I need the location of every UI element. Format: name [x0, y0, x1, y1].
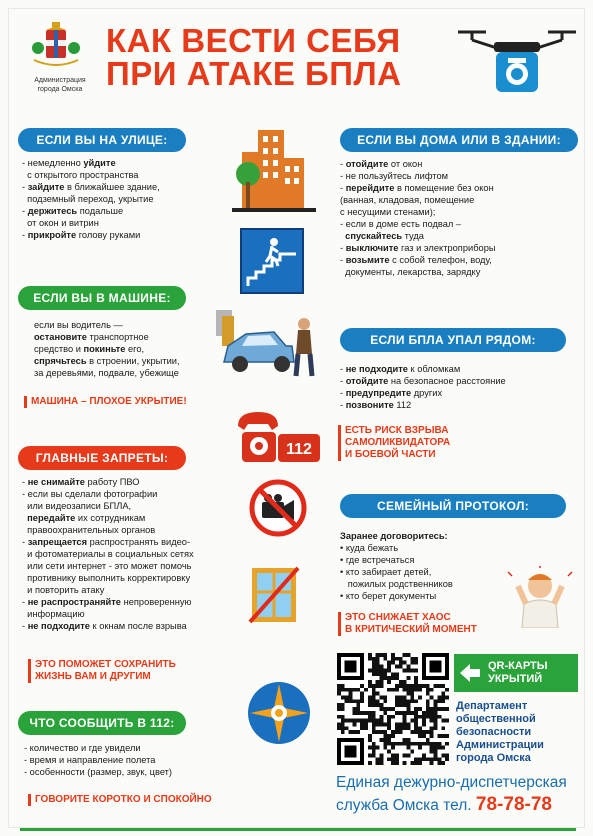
- admin-line-1: Администрация: [34, 77, 86, 84]
- instruction-line: [22, 536, 242, 548]
- report-warning: ГОВОРИТЕ КОРОТКО И СПОКОЙНО: [28, 794, 248, 806]
- home-instructions: [340, 158, 580, 278]
- bottom-accent-bar: [20, 828, 576, 831]
- shelter-maps-qr-button[interactable]: [454, 654, 578, 692]
- shelter-map-qr-code[interactable]: [337, 653, 449, 765]
- qr-button-label: [488, 660, 548, 686]
- instruction-keyword: отойдите: [345, 376, 389, 386]
- instruction-line: • кто забирает детей,: [340, 567, 432, 577]
- phone-112-icon: [234, 402, 322, 468]
- dept-line-5: города Омска: [456, 752, 531, 764]
- instruction-line: [22, 217, 222, 229]
- qr-button-line-1: QR-КАРТЫ: [488, 660, 548, 672]
- instruction-keyword: спрячьтесь: [34, 356, 87, 366]
- instruction-text: голову руками: [76, 230, 141, 240]
- family-intro: Заранее договоритесь:: [340, 531, 448, 541]
- instruction-line: [34, 367, 224, 379]
- instruction-line: [340, 158, 580, 170]
- car-with-driver-icon: [212, 306, 330, 378]
- instruction-line: • где встречаться: [340, 555, 415, 565]
- instruction-keyword: спускайтесь: [345, 231, 403, 241]
- instruction-keyword: покиньте: [83, 344, 126, 354]
- bans-warning: [28, 659, 228, 683]
- instruction-text: туда: [402, 231, 424, 241]
- instruction-line: [22, 181, 222, 193]
- instruction-text: -: [340, 388, 346, 398]
- instruction-text: документы, лекарства, зарядку: [340, 267, 481, 277]
- instruction-line: [22, 157, 222, 169]
- drone-camera-icon: [452, 18, 582, 98]
- underground-passage-sign-icon: [240, 228, 304, 294]
- instruction-keyword: зайдите: [27, 182, 65, 192]
- instruction-text: к обломкам: [407, 364, 461, 374]
- dept-line-3: безопасности: [456, 726, 532, 738]
- dept-line-2: общественной: [456, 713, 536, 725]
- omsk-coat-of-arms-icon: [28, 22, 84, 74]
- instruction-text: в ближайшее здание,: [64, 182, 160, 192]
- instruction-line: [34, 319, 224, 331]
- instruction-text: -: [340, 159, 346, 169]
- instruction-text: к окнам после взрыва: [89, 621, 187, 631]
- instruction-keyword: прикройте: [27, 230, 77, 240]
- instruction-text: -: [22, 477, 28, 487]
- instruction-line: [340, 399, 580, 411]
- instruction-keyword: не подходите: [345, 364, 408, 374]
- instruction-line: • куда бежать: [340, 543, 399, 553]
- instruction-text: других: [411, 388, 443, 398]
- instruction-keyword: предупредите: [345, 388, 412, 398]
- instruction-keyword: выключите: [345, 243, 399, 253]
- duty-line-1: Единая дежурно-диспетчерская: [336, 774, 567, 791]
- instruction-text: подземный переход, укрытие: [22, 194, 154, 204]
- bans-warning-line-2: ЖИЗНЬ ВАМ И ДРУГИМ: [35, 671, 151, 682]
- instruction-text: - немедленно: [22, 158, 84, 168]
- instruction-line: [340, 230, 580, 242]
- instruction-keyword: уйдите: [83, 158, 116, 168]
- instruction-line: • кто берет документы: [340, 591, 437, 601]
- instruction-line: [22, 229, 222, 241]
- instruction-text: -: [22, 597, 28, 607]
- instruction-line: [22, 548, 242, 560]
- instruction-line: [340, 254, 580, 266]
- admin-line-2: города Омска: [37, 86, 83, 93]
- family-warning-line-2: В КРИТИЧЕСКИЙ МОМЕНТ: [345, 624, 477, 635]
- instruction-line: - особенности (размер, звук, цвет): [24, 767, 173, 777]
- instruction-line: [22, 205, 222, 217]
- instruction-text: от окон: [388, 159, 423, 169]
- phone-112-label: 112: [286, 441, 312, 458]
- instruction-text: противнику выполнить корректировку: [22, 573, 191, 583]
- department-name: [456, 700, 586, 765]
- instruction-keyword: запрещается: [27, 537, 88, 547]
- instruction-text: -: [340, 364, 346, 374]
- instruction-text: непроверенную: [120, 597, 192, 607]
- instruction-text: - не пользуйтесь лифтом: [340, 171, 449, 181]
- instruction-text: -: [22, 206, 28, 216]
- instruction-line: [22, 500, 242, 512]
- instruction-text: от окон и витрин: [22, 218, 99, 228]
- bans-heading: ГЛАВНЫЕ ЗАПРЕТЫ:: [18, 446, 186, 470]
- instruction-text: транспортное: [86, 332, 149, 342]
- instruction-keyword: не снимайте: [27, 477, 85, 487]
- instruction-text: (ванная, кладовая, помещение: [340, 195, 475, 205]
- instruction-line: [22, 524, 242, 536]
- instruction-line: [340, 375, 580, 387]
- instruction-text: подальше: [77, 206, 124, 216]
- instruction-text: за деревьями, подвале, убежище: [34, 368, 179, 378]
- admin-caption: [22, 76, 98, 94]
- duty-phone-link[interactable]: 78-78-78: [475, 794, 552, 815]
- instruction-text: - если вы сделали фотографии: [22, 489, 158, 499]
- no-camera-sign-icon: [248, 478, 308, 538]
- street-heading: ЕСЛИ ВЫ НА УЛИЦЕ:: [18, 128, 186, 152]
- instruction-text: 112: [393, 400, 412, 410]
- instruction-keyword: позвоните: [345, 400, 394, 410]
- instruction-text: -: [22, 182, 28, 192]
- instruction-keyword: держитесь: [27, 206, 78, 216]
- instruction-text: его,: [125, 344, 145, 354]
- arrow-left-icon: [460, 664, 480, 682]
- title-line-2: ПРИ АТАКЕ БПЛА: [106, 55, 402, 92]
- instruction-text: -: [22, 230, 28, 240]
- instruction-line: [340, 387, 580, 399]
- family-warning: [338, 612, 538, 636]
- instruction-line: [340, 182, 580, 194]
- instruction-keyword: возьмите: [345, 255, 390, 265]
- page-title: [106, 24, 446, 90]
- instruction-text: на безопасное расстояние: [388, 376, 506, 386]
- qr-button-line-2: УКРЫТИЙ: [488, 673, 543, 685]
- instruction-text: -: [22, 621, 28, 631]
- instruction-line: [22, 476, 242, 488]
- instruction-text: с собой телефон, воду,: [389, 255, 492, 265]
- instruction-line: [340, 266, 580, 278]
- home-heading: ЕСЛИ ВЫ ДОМА ИЛИ В ЗДАНИИ:: [340, 128, 578, 152]
- instruction-text: или видеозаписи БПЛА,: [22, 501, 132, 511]
- instruction-line: [22, 512, 242, 524]
- instruction-text: или сети интернет - это может помочь: [22, 561, 192, 571]
- family-warning-line-1: ЭТО СНИЖАЕТ ХАОС: [345, 612, 451, 623]
- instruction-keyword: перейдите: [345, 183, 395, 193]
- instruction-keyword: не подходите: [27, 621, 90, 631]
- car-heading: ЕСЛИ ВЫ В МАШИНЕ:: [18, 286, 186, 310]
- instruction-text: если вы водитель —: [34, 320, 123, 330]
- fallen-heading: ЕСЛИ БПЛА УПАЛ РЯДОМ:: [340, 328, 566, 352]
- instruction-text: и повторить атаку: [22, 585, 105, 595]
- instruction-line: [22, 608, 242, 620]
- instruction-line: пожилых родственников: [340, 579, 453, 589]
- street-instructions: [22, 157, 222, 241]
- instruction-line: [22, 488, 242, 500]
- instruction-keyword: не распространяйте: [27, 597, 121, 607]
- instruction-line: [22, 193, 222, 205]
- instruction-text: - если в доме есть подвал –: [340, 219, 462, 229]
- instruction-text: работу ПВО: [84, 477, 140, 487]
- duty-line-2: служба Омска тел.: [336, 797, 476, 814]
- instruction-text: правоохранительных органов: [22, 525, 156, 535]
- instruction-line: [340, 194, 580, 206]
- instruction-line: [340, 206, 580, 218]
- buildings-icon: [232, 122, 316, 214]
- fallen-warning-line-1: ЕСТЬ РИСК ВЗРЫВА: [345, 425, 449, 436]
- dept-line-4: Администрации: [456, 739, 544, 751]
- instruction-line: [34, 343, 224, 355]
- car-warning: МАШИНА – ПЛОХОЕ УКРЫТИЕ!: [24, 396, 224, 408]
- bans-warning-line-1: ЭТО ПОМОЖЕТ СОХРАНИТЬ: [35, 659, 176, 670]
- instruction-keyword: отойдите: [345, 159, 389, 169]
- report-instructions: [24, 742, 244, 778]
- instruction-text: -: [340, 183, 346, 193]
- instruction-line: [22, 169, 222, 181]
- fallen-warning-line-2: САМОЛИКВИДАТОРА: [345, 437, 451, 448]
- instruction-line: - время и направление полета: [24, 755, 156, 765]
- instruction-keyword: остановите: [34, 332, 87, 342]
- instruction-text: в строении, укрытии,: [86, 356, 180, 366]
- instruction-text: средство и: [34, 344, 84, 354]
- instruction-text: газ и электроприборы: [398, 243, 496, 253]
- instruction-text: -: [340, 400, 346, 410]
- fallen-warning: [338, 425, 538, 461]
- family-instructions: [340, 530, 510, 602]
- fallen-warning-line-3: И БОЕВОЙ ЧАСТИ: [345, 449, 436, 460]
- instruction-line: [340, 242, 580, 254]
- title-line-1: КАК ВЕСТИ СЕБЯ: [106, 22, 401, 59]
- dept-line-1: Департамент: [456, 700, 528, 712]
- no-window-icon: [248, 566, 300, 624]
- instruction-line: [340, 170, 580, 182]
- report-heading: ЧТО СООБЩИТЬ В 112:: [18, 711, 186, 735]
- instruction-text: -: [340, 255, 346, 265]
- instruction-line: [34, 331, 224, 343]
- instruction-line: [22, 620, 242, 632]
- car-instructions: [34, 319, 224, 379]
- civil-defense-emblem-icon: [246, 680, 312, 746]
- instruction-text: -: [340, 376, 346, 386]
- instruction-line: - количество и где увидели: [24, 743, 141, 753]
- instruction-text: с несущими стенами);: [340, 207, 436, 217]
- fallen-instructions: [340, 363, 580, 411]
- bans-instructions: [22, 476, 242, 632]
- instruction-line: [340, 363, 580, 375]
- instruction-text: их сотрудникам: [75, 513, 146, 523]
- instruction-text: распространять видео-: [87, 537, 191, 547]
- instruction-line: [340, 218, 580, 230]
- instruction-line: [22, 572, 242, 584]
- instruction-line: [22, 584, 242, 596]
- family-heading: СЕМЕЙНЫЙ ПРОТОКОЛ:: [340, 494, 566, 518]
- instruction-line: [34, 355, 224, 367]
- duty-service: [336, 772, 588, 817]
- instruction-keyword: передайте: [27, 513, 76, 523]
- instruction-line: [22, 560, 242, 572]
- instruction-text: и фотоматериалы в социальных сетях: [22, 549, 194, 559]
- instruction-text: с открытого пространства: [22, 170, 139, 180]
- instruction-text: в помещение без окон: [394, 183, 494, 193]
- instruction-line: [22, 596, 242, 608]
- instruction-text: -: [340, 243, 346, 253]
- instruction-text: информацию: [22, 609, 85, 619]
- instruction-text: -: [22, 537, 28, 547]
